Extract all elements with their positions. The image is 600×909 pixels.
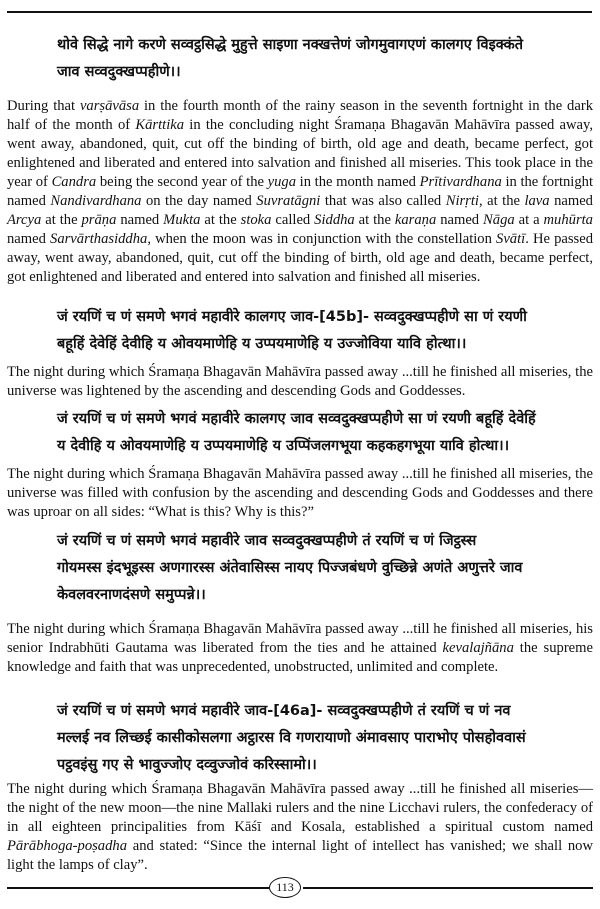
verse-line: पट्ठवइंसु गए से भावुज्जोए दव्वुज्जोवं करिस्सामो।।: [57, 757, 317, 773]
verse-line: थोवे सिद्धे नागे करणे सव्वट्ठसिद्धे मुहुत्ते साइणा नक्खत्तेणं जोगमुवागएणं कालगए विइक्कंते: [57, 37, 524, 53]
translation-paragraph-2: The night during which Śramaṇa Bhagavān Mahāvīra passed away ...till he finished all miseries, the universe was lightened by the ascending and descending Gods and Goddesses.: [7, 364, 593, 399]
translation-paragraph-4: The night during which Śramaṇa Bhagavān Mahāvīra passed away ...till he finished all miseries, his senior Indrabhūti Gautama was liberated from the ties and he attained kevalajñāna the supreme knowledge and faith that was unprecedented, unobstructed, unlimited and complete.: [7, 621, 593, 675]
prakrit-verse-1: [57, 32, 577, 86]
prakrit-verse-3: [57, 406, 577, 460]
prakrit-verse-5: [57, 698, 577, 779]
verse-line: जं रयणिं च णं समणे भगवं महावीरे कालगए जाव सव्वदुक्खप्पहीणे सा णं रयणी बहूहिं देवेहिं: [57, 411, 536, 427]
verse-line: गोयमस्स इंदभूइस्स अणगारस्स अंतेवासिस्स नायए पिज्जबंधणे वुच्छिन्ने अणंते अणुत्तरे जाव: [57, 560, 523, 576]
footer-rule-right: [303, 887, 593, 889]
page-number: 113: [269, 877, 301, 898]
verse-line: य देवीहि य ओवयमाणेहि य उप्पयमाणेहि य उप्पिंजलगभूया कहकहगभूया यावि होत्था।।: [57, 438, 510, 454]
verse-line: केवलवरनाणदंसणे समुप्पन्ने।।: [57, 587, 206, 603]
verse-line: जाव सव्वदुक्खप्पहीणे।।: [57, 64, 181, 80]
top-rule: [7, 11, 592, 13]
verse-line: बहूहिं देवेहिं देवीहि य ओवयमाणेहि य उप्पयमाणेहि य उज्जोविया यावि होत्था।।: [57, 336, 467, 352]
translation-paragraph-1: During that varṣāvāsa in the fourth month of the rainy season in the seventh fortnight in the dark half of the month of Kārttika in the concluding night Śramaṇa Bhagavān Mahāvīra passed away, went away, abandoned, quit, cut off the binding of birth, old age and death, became perfect, got enlightened and liberated and entered into salvation and finished all miseries. This took place in the year of Candra being the second year of the yuga in the month named Prītivardhana in the fortnight named Nandivardhana on the day named Suvratāgni that was also called Nirṛti, at the lava named Arcya at the prāṇa named Mukta at the stoka called Siddha at the karaṇa named Nāga at a muhūrta named Sarvārthasiddha, when the moon was in conjunction with the constellation Svātī. He passed away, went away, abandoned, quit, cut off the binding of birth, old age and death, became perfect, got enlightened and liberated and entered into salvation and finished all miseries.: [7, 98, 594, 285]
verse-line: जं रयणिं च णं समणे भगवं महावीरे कालगए जाव-[45b]- सव्वदुक्खप्पहीणे सा णं रयणी: [57, 309, 527, 325]
footer-rule-left: [7, 887, 269, 889]
page-footer: [7, 876, 593, 898]
verse-line: जं रयणिं च णं समणे भगवं महावीरे जाव सव्वदुक्खप्पहीणे तं रयणिं च णं जिट्ठस्स: [57, 533, 477, 549]
translation-paragraph-3: The night during which Śramaṇa Bhagavān Mahāvīra passed away ...till he finished all miseries, the universe was filled with confusion by the ascending and descending Gods and Goddesses and there was uproar on all sides: “What is this? Why is this?”: [7, 466, 593, 520]
verse-line: जं रयणिं च णं समणे भगवं महावीरे जाव-[46a]- सव्वदुक्खप्पहीणे तं रयणिं च णं नव: [57, 703, 511, 719]
verse-line: मल्लई नव लिच्छई कासीकोसलगा अट्ठारस वि गणरायाणो अंमावसाए पाराभोए पोसहोववासं: [57, 730, 526, 746]
prakrit-verse-4: [57, 528, 577, 609]
translation-paragraph-5: The night during which Śramaṇa Bhagavān Mahāvīra passed away ...till he finished all miseries—the night of the new moon—the nine Mallaki rulers and the nine Licchavi rulers, the confederacy of in all eighteen principalities from Kāśī and Kosala, established a spiritual custom named Pārābhoga-poṣadha and stated: “Since the internal light of intellect has vanished; we shall now light the lamps of clay”.: [7, 781, 593, 873]
prakrit-verse-2: [57, 304, 577, 358]
